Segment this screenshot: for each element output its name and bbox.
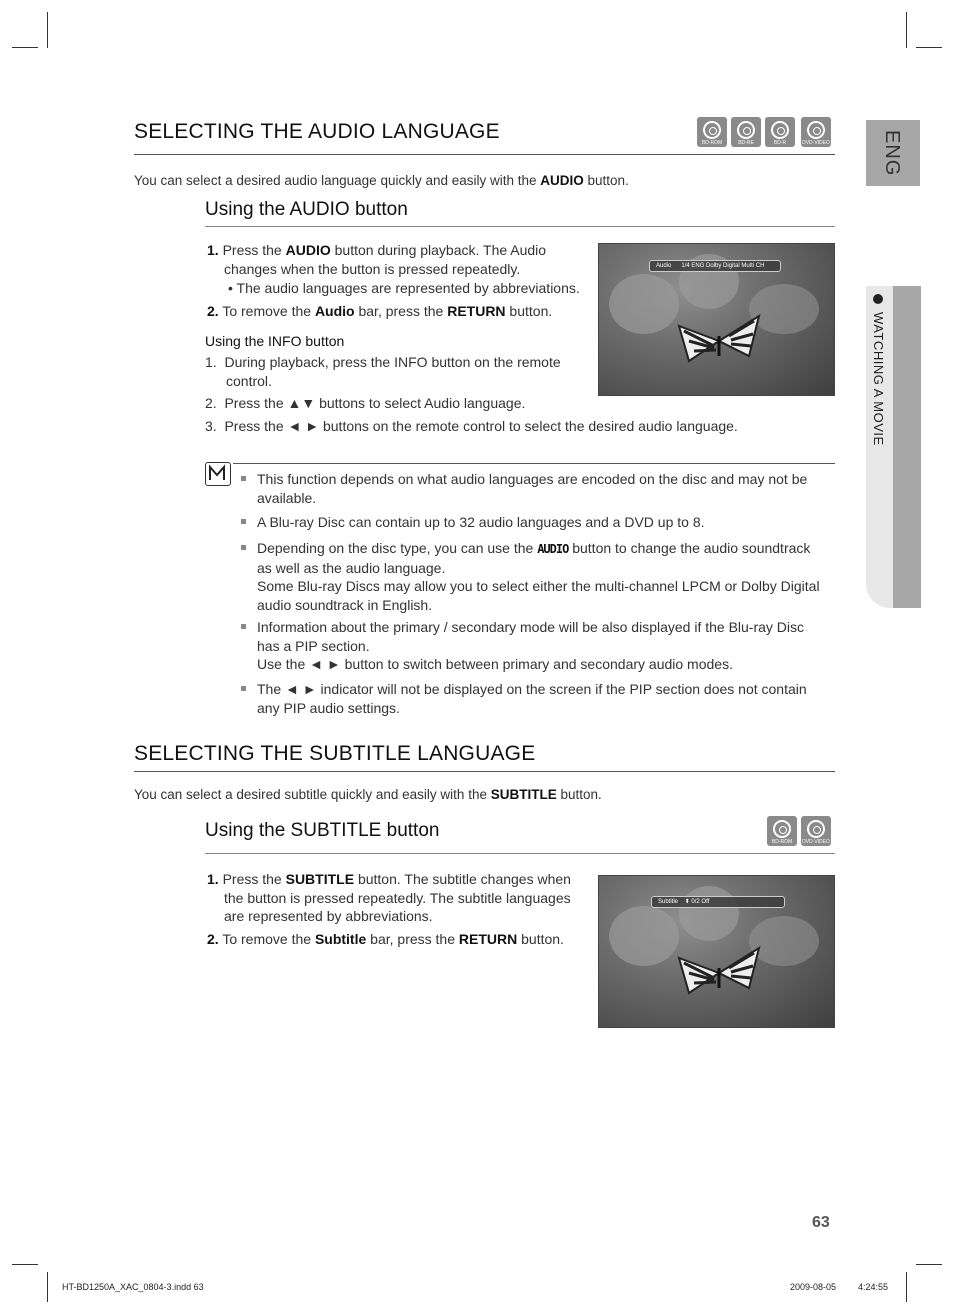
audio-step-2: 2. To remove the Audio bar, press the RETURN button. — [207, 303, 553, 319]
audio-intro: You can select a desired audio language quickly and easily with the AUDIO button. — [134, 173, 629, 188]
page-number: 63 — [812, 1214, 830, 1231]
audio-osd-screenshot — [598, 243, 835, 396]
note-4: Information about the primary / secondary mode will be also displayed if the Blu-ray Disc has a PIP section. Use the ◄ ► button to switch between primary and secondary audio modes. — [257, 619, 805, 672]
bd-rom-disc-icon: BD-ROM — [697, 117, 727, 147]
info-step-3: 3. Press the ◄ ► buttons on the remote control to select the desired audio language. — [205, 418, 738, 434]
title-divider — [134, 771, 835, 772]
audio-section-title: SELECTING THE AUDIO LANGUAGE — [134, 120, 500, 143]
footer-date: 2009-08-05 — [790, 1282, 837, 1292]
dvd-video-disc-icon: DVD-VIDEO — [801, 117, 831, 147]
audio-osd-bar: Audio 1/4 ENG Dolby Digital Multi CH — [649, 260, 781, 272]
notes-divider — [233, 463, 835, 464]
info-step-1: 1. During playback, press the INFO button on the remote control. — [205, 354, 561, 389]
dvd-video-disc-icon: DVD-VIDEO — [801, 816, 831, 846]
audio-step-1: 1. Press the AUDIO button during playback. The Audio changes when the button is pressed repeatedly. — [207, 242, 547, 277]
crop-mark — [47, 1272, 48, 1302]
note-bullet-icon — [241, 624, 246, 629]
note-bullet-icon — [241, 476, 246, 481]
info-step-2: 2. Press the ▲▼ buttons to select Audio language. — [205, 395, 526, 411]
note-bullet-icon — [241, 545, 246, 550]
butterfly-image — [669, 938, 769, 1008]
crop-mark — [12, 47, 38, 48]
info-heading: Using the INFO button — [205, 333, 345, 349]
subtitle-step-2: 2. To remove the Subtitle bar, press the RETURN button. — [207, 931, 564, 947]
subtitle-osd-bar: Subtitle ⬍ 0/2 Off — [651, 896, 785, 908]
language-tab — [866, 120, 920, 186]
crop-mark — [12, 1264, 38, 1265]
crop-mark — [47, 12, 48, 48]
bd-re-disc-icon: BD-RE — [731, 117, 761, 147]
footer-filename: HT-BD1250A_XAC_0804-3.indd 63 — [62, 1282, 204, 1292]
note-1: This function depends on what audio languages are encoded on the disc and may not be available. — [257, 471, 808, 506]
heading-divider — [205, 853, 835, 854]
note-bullet-icon — [241, 686, 246, 691]
note-icon — [205, 462, 231, 486]
crop-mark — [916, 1264, 942, 1265]
note-3: Depending on the disc type, you can use the AUDIO button to change the audio soundtrack as well as the audio language. Some Blu-ray Discs may allow you to select either the multi-channel LPCM or Dolby Digital audio soundtrack in English. — [257, 540, 820, 613]
subtitle-step-1: 1. Press the SUBTITLE button. The subtitle changes when the button is pressed repeatedly. The subtitle languages are represented by abbreviations. — [207, 871, 571, 924]
audio-step-1-bullet: • The audio languages are represented by abbreviations. — [228, 280, 580, 296]
footer-time: 4:24:55 — [858, 1282, 889, 1292]
up-down-arrow-icon: ⬍ — [684, 899, 690, 905]
note-bullet-icon — [241, 519, 246, 524]
crop-mark — [916, 47, 942, 48]
crop-mark — [906, 1272, 907, 1302]
section-tab-label: WATCHING A MOVIE — [871, 312, 886, 446]
note-2: A Blu-ray Disc can contain up to 32 audio languages and a DVD up to 8. — [257, 514, 705, 530]
subtitle-osd-screenshot — [598, 875, 835, 1028]
language-tab-label: ENG — [881, 130, 903, 177]
subtitle-intro: You can select a desired subtitle quickly and easily with the SUBTITLE button. — [134, 787, 602, 802]
audio-button-heading: Using the AUDIO button — [205, 199, 408, 220]
subtitle-section-title: SELECTING THE SUBTITLE LANGUAGE — [134, 742, 536, 765]
note-5: The ◄ ► indicator will not be displayed on the screen if the PIP section does not contain any PIP audio settings. — [257, 681, 807, 716]
section-tab-stripe — [893, 286, 921, 608]
crop-mark — [906, 12, 907, 48]
butterfly-image — [669, 306, 769, 376]
title-divider — [134, 154, 835, 155]
subtitle-button-heading: Using the SUBTITLE button — [205, 820, 440, 841]
bd-r-disc-icon: BD-R — [765, 117, 795, 147]
bullet-dot-icon — [873, 294, 883, 304]
heading-divider — [205, 226, 835, 227]
bd-rom-disc-icon: BD-ROM — [767, 816, 797, 846]
